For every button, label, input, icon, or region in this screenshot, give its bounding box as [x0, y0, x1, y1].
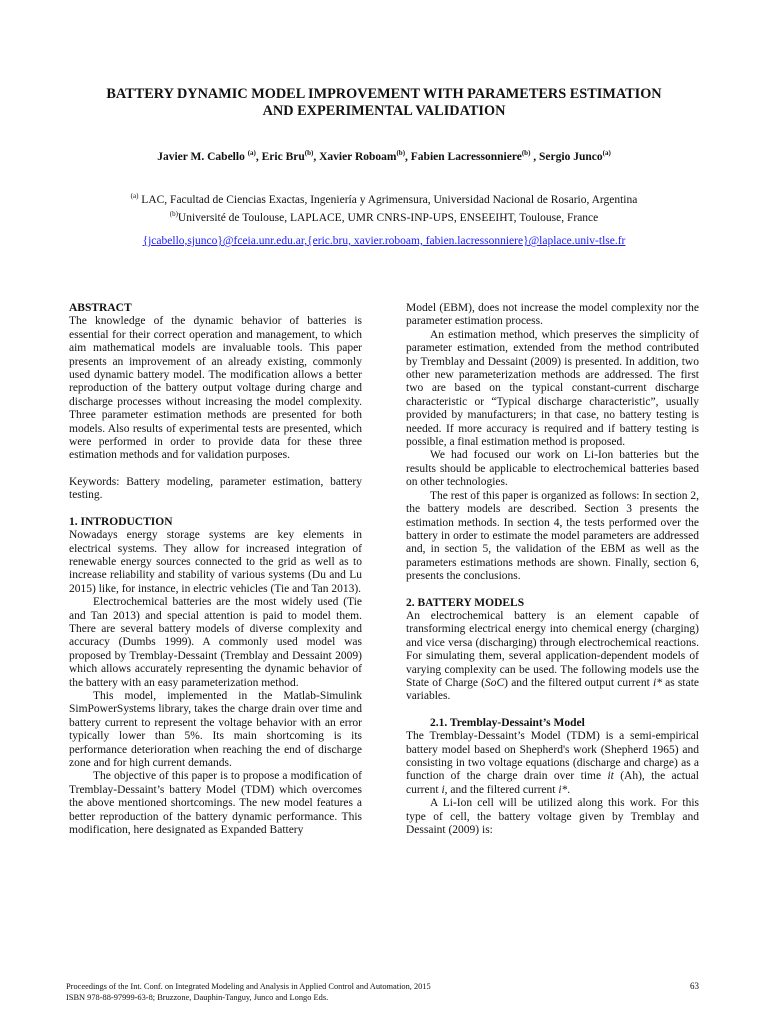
affiliation-a	[40, 189, 728, 207]
intro-paragraph: The rest of this paper is organized as follows: In section 2, the battery models are described. Section 3 presents the estimation methods. In section 4, the tests performed over the battery in order to estimate the model parameters are addressed and, in section 5, the validation of the EBM as well as the parameters estimations methods are shown. Finally, section 6, presents the conclusions.	[406, 489, 699, 583]
author-sup: (a)	[602, 149, 611, 157]
it-symbol: it	[607, 770, 614, 783]
intro-paragraph: We had focused our work on Li-Ion batteries but the results should be applicable to electrochemical batteries based on other technologies.	[406, 449, 699, 489]
title-line-2: AND EXPERIMENTAL VALIDATION	[262, 103, 506, 119]
istar-symbol: i*	[653, 676, 662, 689]
email-link[interactable]: {jcabello,sjunco}@fceia.unr.edu.ar,{eric.bru, xavier.roboam, fabien.lacressonniere}@laplace.univ-tlse.fr	[142, 235, 626, 247]
affil-a-text: LAC, Facultad de Ciencias Exactas, Ingeniería y Agrimensura, Universidad Nacional de Rosario, Argentina	[141, 193, 638, 206]
author-name: Eric Bru	[261, 150, 305, 163]
author-name: Fabien Lacressonniere	[410, 150, 522, 163]
footer-line-1: Proceedings of the Int. Conf. on Integrated Modeling and Analysis in Applied Control and Automation, 2015	[66, 982, 431, 991]
author-list: Javier M. Cabello $^{(a)}$, Eric Bru$^{(b)}$, Xavier Roboam$^{(b)}$, Fabien Lacressonniere$^{(b)}$ , Sergio Junco$^{(a)}$	[157, 149, 611, 163]
footer-line-2: ISBN 978-88-97999-63-8; Bruzzone, Dauphin-Tanguy, Junco and Longo Eds.	[66, 993, 329, 1002]
models-heading: 2. BATTERY MODELS	[406, 596, 525, 609]
paper-title	[40, 86, 728, 120]
title-line-1: BATTERY DYNAMIC MODEL IMPROVEMENT WITH PARAMETERS ESTIMATION	[106, 86, 662, 102]
author-sup: (b)	[521, 149, 531, 157]
affil-b-text: Université de Toulouse, LAPLACE, UMR CNRS-INP-UPS, ENSEEIHT, Toulouse, France	[177, 211, 599, 224]
author-name: Sergio Junco	[539, 150, 603, 163]
intro-paragraph: An estimation method, which preserves the simplicity of parameter estimation, extended from the method contributed by Tremblay and Dessaint (2009) is presented. In addition, two other new parameterization methods are addressed. The first two are based on the typical constant-current discharge characteristic or “Typical discharge characteristic”, usually provided by manufacturers; in that case, no battery testing is needed. If more accuracy is required and if battery testing is possible, a final estimation method is proposed.	[406, 328, 699, 449]
author-name: Xavier Roboam	[319, 150, 397, 163]
footer	[66, 981, 626, 1003]
keywords: Keywords: Battery modeling, parameter estimation, battery testing.	[69, 475, 362, 502]
intro-paragraph: The objective of this paper is to propose a modification of Tremblay-Dessaint’s battery Model (TDM) which overcomes the above mentioned shortcomings. The new model features a better reproduction of the battery dynamic performance. This modification, here designated as Expanded Battery	[69, 770, 362, 837]
intro-paragraph: Nowadays energy storage systems are key elements in electrical systems. They allow for increased integration of renewable energy sources connected to the grid as well as to increase reliability and stability of various systems (Du and Lu 2015) like, for instance, in electric vehicles (Tie and Tan 2013).	[69, 529, 362, 595]
istar-symbol: i*	[558, 783, 568, 796]
left-column	[69, 302, 362, 837]
intro-paragraph: Electrochemical batteries are the most widely used (Tie and Tan 2013) and special attention is paid to model them. There are several battery models of diverse complexity and accuracy (Dumbs 1999). A commonly used model was proposed by Tremblay-Dessaint (Tremblay and Dessaint 2009) which allows accurately representing the dynamic behavior of the battery with an easy parameterization method.	[69, 596, 362, 689]
author-sup: (b)	[396, 149, 406, 157]
tdm-subheading: 2.1. Tremblay-Dessaint’s Model	[430, 716, 585, 729]
intro-paragraph: This model, implemented in the Matlab-Simulink SimPowerSystems library, takes the charge drain over time and battery current to represent the voltage behavior with an error typically lower than 5%. Its main shortcoming is its performance deterioration when reaching the end of discharge zone and for high current demands.	[69, 689, 362, 769]
tdm-paragraph: The Tremblay-Dessaint’s Model (TDM) is a semi-empirical battery model based on Shepherd's work (Shepherd 1965) and consisting in two voltage equations (discharge and charge) as a function of the charge drain over time it (Ah), the actual current i, and the filtered current i*.	[406, 730, 700, 796]
affil-a-sup: (a)	[130, 192, 139, 200]
affil-b-sup: (b)	[169, 209, 178, 218]
author-sup: (a)	[247, 149, 256, 157]
abstract-heading: ABSTRACT	[69, 302, 132, 314]
soc-symbol: SoC	[485, 676, 505, 689]
intro-paragraph: Model (EBM), does not increase the model complexity nor the parameter estimation process.	[406, 302, 699, 328]
page-number: 63	[690, 981, 699, 991]
affiliations	[40, 189, 728, 225]
author-sup: (b)	[304, 149, 314, 157]
affiliation-b	[40, 207, 728, 225]
author-name: Javier M. Cabello	[157, 150, 245, 163]
intro-heading: 1. INTRODUCTION	[69, 515, 173, 528]
tdm-paragraph: A Li-Ion cell will be utilized along this work. For this type of cell, the battery voltage given by Tremblay and Dessaint (2009) is:	[406, 797, 699, 837]
right-column	[406, 302, 699, 837]
i-symbol: i	[441, 783, 445, 796]
models-paragraph: An electrochemical battery is an element capable of transforming electrical energy into chemical energy (charging) and vice versa (discharging) through electrochemical reactions. For simulating them, several application-dependent models of varying complexity can be used. The following models use the State of Charge (SoC) and the filtered output current i* as state variables.	[406, 609, 700, 703]
abstract-text: The knowledge of the dynamic behavior of batteries is essential for their correct operation and management, to which aim mathematical models are invaluable tools. This paper presents an improvement of an already existing, commonly used dynamic battery model. The modification allows a better reproduction of the battery output voltage during charge and discharge processes without increasing the model complexity. Three parameter estimation methods are presented for both models. Also results of experimental tests are presented, which were performed in order to provide data for these three estimation methods and for validation purposes.	[69, 315, 362, 462]
